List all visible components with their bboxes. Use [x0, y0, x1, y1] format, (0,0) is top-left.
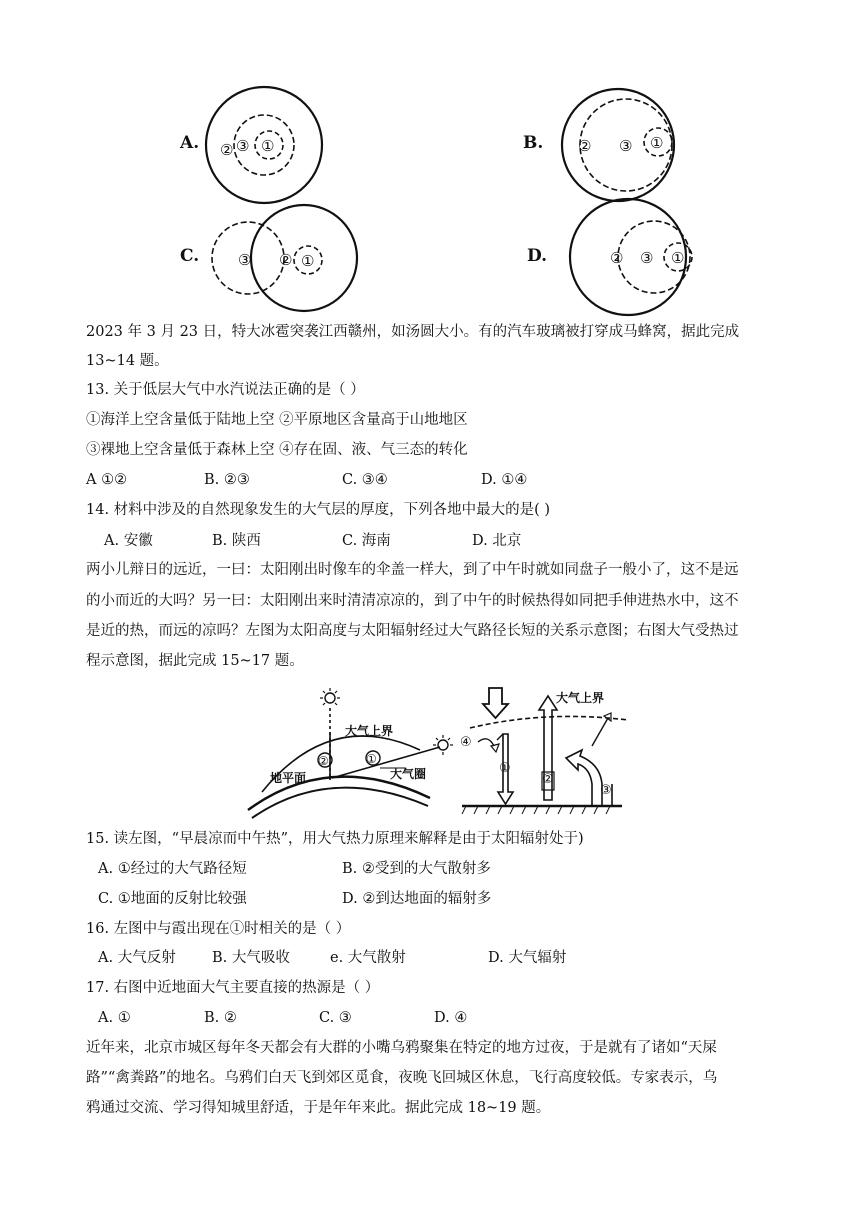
q17-option-b[interactable]: B. ②: [204, 1010, 237, 1026]
right-top-label: 大气上界: [556, 691, 605, 705]
right-mark-2: ②: [542, 772, 554, 787]
a-mark-3: ③: [236, 137, 250, 155]
left-mark-1: ①: [366, 752, 377, 766]
passage1-line1: 2023 年 3 月 23 日，特大冰雹突袭江西赣州，如汤圆大小。有的汽车玻璃被打穿成马蜂窝，据此完成: [86, 324, 740, 340]
option-c-label: C.: [180, 246, 200, 266]
q13-option-c[interactable]: C. ③④: [342, 472, 388, 488]
q14-option-c[interactable]: C. 海南: [342, 533, 391, 549]
sun-icon-low: [438, 740, 448, 750]
c-mark-1: ①: [301, 252, 315, 270]
right-mark-1: ①: [499, 761, 511, 776]
right-atmosphere-top: [470, 716, 628, 728]
q17-option-c[interactable]: C. ③: [319, 1010, 352, 1026]
q13-stem: 13. 关于低层大气中水汽说法正确的是（ ）: [86, 382, 365, 398]
q17-stem: 17. 右图中近地面大气主要直接的热源是（ ）: [86, 980, 380, 996]
q16-option-b[interactable]: B. 大气吸收: [212, 950, 290, 966]
passage3-line2: 路”“禽粪路”的地名。乌鸦们白天飞到郊区觅食，夜晚飞回城区休息，飞行高度较低。专家表示，乌: [86, 1070, 718, 1086]
b-mark-1: ①: [650, 134, 664, 152]
b-mark-2: ②: [578, 137, 592, 155]
q14-option-a[interactable]: A. 安徽: [104, 533, 153, 549]
q14-option-d[interactable]: D. 北京: [472, 533, 522, 549]
passage3-line1: 近年来，北京市城区每年冬天都会有大群的小嘴乌鸦聚集在特定的地方过夜，于是就有了诸如“天屎: [86, 1040, 717, 1056]
c-mark-2: ②: [279, 251, 293, 269]
q15-option-d[interactable]: D. ②到达地面的辐射多: [342, 891, 492, 907]
q13-option-a[interactable]: A ①②: [86, 472, 128, 488]
q15-stem: 15. 读左图，“早晨凉而中午热”，用大气热力原理来解释是由于太阳辐射处于): [86, 831, 584, 847]
c-mark-3: ③: [238, 251, 252, 269]
d-mark-1: ①: [671, 249, 685, 267]
left-ground-label: 地平面: [270, 771, 307, 785]
q15-option-b[interactable]: B. ②受到的大气散射多: [342, 861, 491, 877]
q13-statements-2: ③裸地上空含量低于森林上空 ④存在固、液、气三态的转化: [86, 442, 468, 458]
a-mark-2: ②: [220, 141, 234, 159]
q15-option-c[interactable]: C. ①地面的反射比较强: [98, 891, 247, 907]
q16-option-c[interactable]: e. 大气散射: [330, 950, 406, 966]
q16-option-a[interactable]: A. 大气反射: [98, 950, 176, 966]
passage3-line3: 鸦通过交流、学习得知城里舒适，于是年年来此。据此完成 18~19 题。: [86, 1100, 551, 1116]
q13-option-b[interactable]: B. ②③: [204, 472, 250, 488]
q17-option-d[interactable]: D. ④: [434, 1010, 468, 1026]
atmosphere-figure: [0, 680, 868, 825]
q13-statements-1: ①海洋上空含量低于陆地上空 ②平原地区含量高于山地地区: [86, 412, 468, 428]
d-mark-3: ③: [640, 249, 654, 267]
q13-option-d[interactable]: D. ①④: [481, 472, 528, 488]
right-mark-4: ④: [460, 735, 472, 750]
option-a-label: A.: [180, 133, 200, 153]
passage2-line4: 程示意图，据此完成 15~17 题。: [86, 653, 304, 669]
b-mark-3: ③: [619, 137, 633, 155]
right-mark-3: ③: [600, 783, 612, 798]
option-b-label: B.: [523, 133, 544, 153]
left-top-label: 大气上界: [345, 724, 394, 738]
left-mark-2: ②: [318, 754, 329, 768]
q14-option-b[interactable]: B. 陕西: [212, 533, 261, 549]
q17-option-a[interactable]: A. ①: [98, 1010, 131, 1026]
left-atm-label: 大气圈: [390, 767, 427, 781]
q14-stem: 14. 材料中涉及的自然现象发生的大气层的厚度，下列各地中最大的是( ): [86, 502, 551, 518]
a-mark-1: ①: [261, 137, 275, 155]
passage2-line3: 是近的热，而远的凉吗？左图为太阳高度与太阳辐射经过大气路径长短的关系示意图；右图大气受热过: [86, 623, 739, 639]
passage1-line2: 13~14 题。: [86, 353, 169, 369]
passage2-line1: 两小儿辩日的远近，一曰：太阳刚出时像车的伞盖一样大，到了中午时就如同盘子一般小了，这不是远: [86, 562, 739, 578]
d-mark-2: ②: [610, 249, 624, 267]
option-d-label: D.: [527, 246, 548, 266]
passage2-line2: 的小而近的大吗？另一曰：太阳刚出来时清清凉凉的，到了中午的时候热得如同把手伸进热水中，这不: [86, 593, 739, 609]
sun-icon-overhead: [325, 693, 335, 703]
q15-option-a[interactable]: A. ①经过的大气路径短: [98, 861, 247, 877]
circles-diagram: [0, 0, 868, 320]
q16-stem: 16. 左图中与霞出现在①时相关的是（ ）: [86, 921, 351, 937]
q16-option-d[interactable]: D. 大气辐射: [488, 950, 567, 966]
